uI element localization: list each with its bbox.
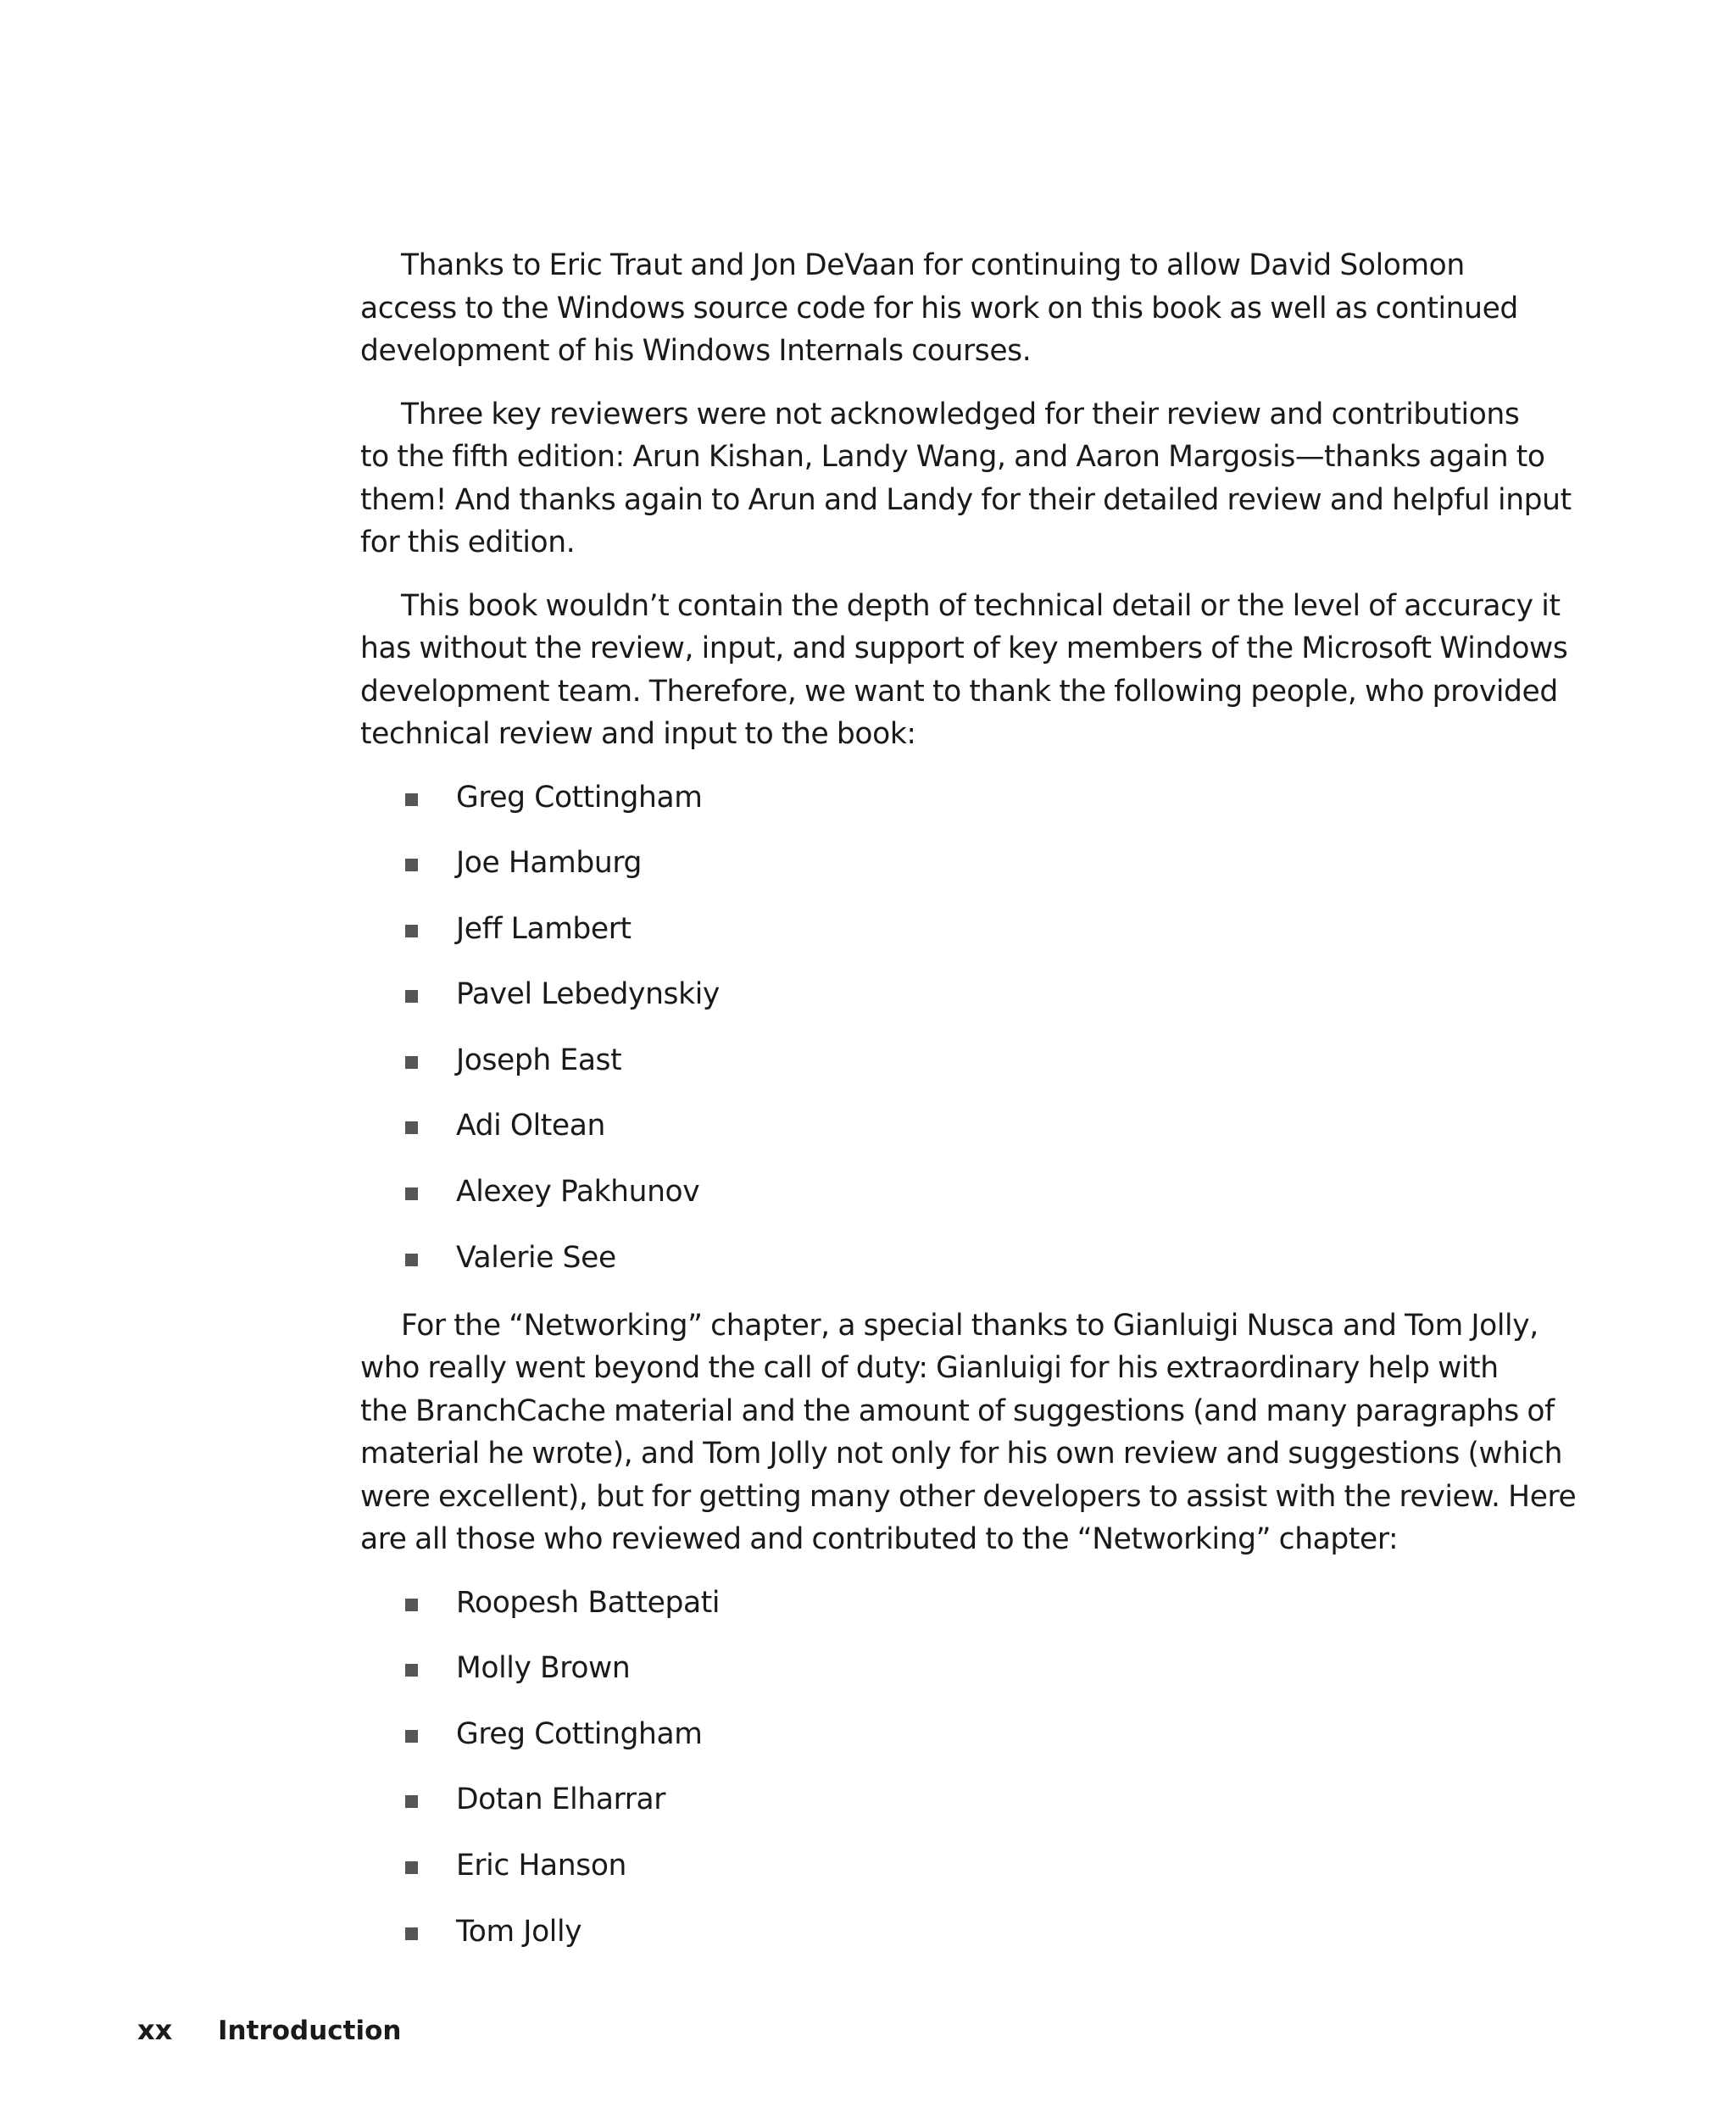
square-bullet-icon — [405, 1056, 418, 1069]
networking-reviewer-list — [360, 1582, 1496, 1977]
text-line: to the fifth edition: Arun Kishan, Landy Wang, and Aaron Margosis—thanks again to — [360, 440, 1545, 474]
list-item — [360, 1104, 1496, 1171]
page-footer — [137, 2009, 401, 2052]
text-line: Three key reviewers were not acknowledged for their review and contributions — [401, 397, 1520, 431]
text-line: development of his Windows Internals courses. — [360, 334, 1032, 368]
square-bullet-icon — [405, 1730, 418, 1743]
text-line: them! And thanks again to Arun and Landy for their detailed review and helpful input — [360, 482, 1572, 517]
square-bullet-icon — [405, 859, 418, 871]
reviewer-name: Dotan Elharrar — [456, 1783, 666, 1817]
list-item — [360, 1778, 1496, 1844]
list-item — [360, 1582, 1496, 1648]
text-line: technical review and input to the book: — [360, 717, 916, 751]
text-line: For the “Networking” chapter, a special thanks to Gianluigi Nusca and Tom Jolly, — [401, 1308, 1538, 1343]
page-number: xx — [137, 2014, 173, 2046]
reviewer-name: Joe Hamburg — [456, 846, 643, 881]
reviewer-name: Alexey Pakhunov — [456, 1175, 700, 1210]
list-item — [360, 908, 1496, 974]
page-body — [360, 244, 1577, 1994]
reviewer-name: Eric Hanson — [456, 1849, 626, 1883]
reviewer-name: Jeff Lambert — [456, 911, 632, 946]
paragraph-source-access — [360, 244, 1518, 373]
text-line: This book wouldn’t contain the depth of technical detail or the level of accuracy it — [401, 588, 1561, 623]
square-bullet-icon — [405, 1187, 418, 1200]
reviewer-name: Roopesh Battepati — [456, 1585, 721, 1620]
list-item — [360, 1171, 1496, 1237]
square-bullet-icon — [405, 1664, 418, 1677]
reviewer-list — [360, 776, 1496, 1286]
reviewer-name: Greg Cottingham — [456, 1716, 703, 1751]
reviewer-name: Joseph East — [456, 1043, 622, 1077]
list-item — [360, 973, 1496, 1039]
square-bullet-icon — [405, 1861, 418, 1874]
text-line: who really went beyond the call of duty: Gianluigi for his extraordinary help with — [360, 1351, 1499, 1386]
list-item — [360, 1910, 1496, 1977]
square-bullet-icon — [405, 1927, 418, 1940]
text-line: development team. Therefore, we want to thank the following people, who provided — [360, 674, 1558, 709]
text-line: has without the review, input, and support of key members of the Microsoft Windows — [360, 631, 1568, 665]
square-bullet-icon — [405, 990, 418, 1003]
text-line: for this edition. — [360, 526, 576, 559]
square-bullet-icon — [405, 793, 418, 806]
reviewer-name: Greg Cottingham — [456, 780, 703, 815]
list-item — [360, 842, 1496, 908]
text-line: Thanks to Eric Traut and Jon DeVaan for continuing to allow David Solomon — [401, 248, 1465, 282]
text-line: were excellent), but for getting many other developers to assist with the review. Here — [360, 1479, 1577, 1514]
paragraph-key-reviewers — [360, 393, 1572, 565]
square-bullet-icon — [405, 1121, 418, 1134]
reviewer-name: Adi Oltean — [456, 1109, 605, 1143]
text-line: are all those who reviewed and contributed to the “Networking” chapter: — [360, 1522, 1399, 1557]
list-item — [360, 1039, 1496, 1105]
paragraph-networking — [360, 1304, 1577, 1561]
reviewer-name: Valerie See — [456, 1240, 616, 1275]
square-bullet-icon — [405, 1254, 418, 1266]
square-bullet-icon — [405, 1599, 418, 1611]
list-item — [360, 1237, 1496, 1286]
reviewer-name: Molly Brown — [456, 1651, 631, 1686]
reviewer-name: Tom Jolly — [456, 1914, 582, 1949]
running-footer-section: Introduction — [218, 2016, 402, 2046]
list-item — [360, 776, 1496, 843]
list-item — [360, 1647, 1496, 1713]
list-item — [360, 1713, 1496, 1779]
text-line: the BranchCache material and the amount of suggestions (and many paragraphs of — [360, 1393, 1555, 1428]
square-bullet-icon — [405, 925, 418, 937]
text-line: material he wrote), and Tom Jolly not only for his own review and suggestions (which — [360, 1437, 1563, 1471]
square-bullet-icon — [405, 1795, 418, 1808]
paragraph-technical-review — [360, 585, 1568, 756]
reviewer-name: Pavel Lebedynskiy — [456, 977, 720, 1012]
text-line: access to the Windows source code for his work on this book as well as continued — [360, 291, 1518, 325]
list-item — [360, 1844, 1496, 1910]
